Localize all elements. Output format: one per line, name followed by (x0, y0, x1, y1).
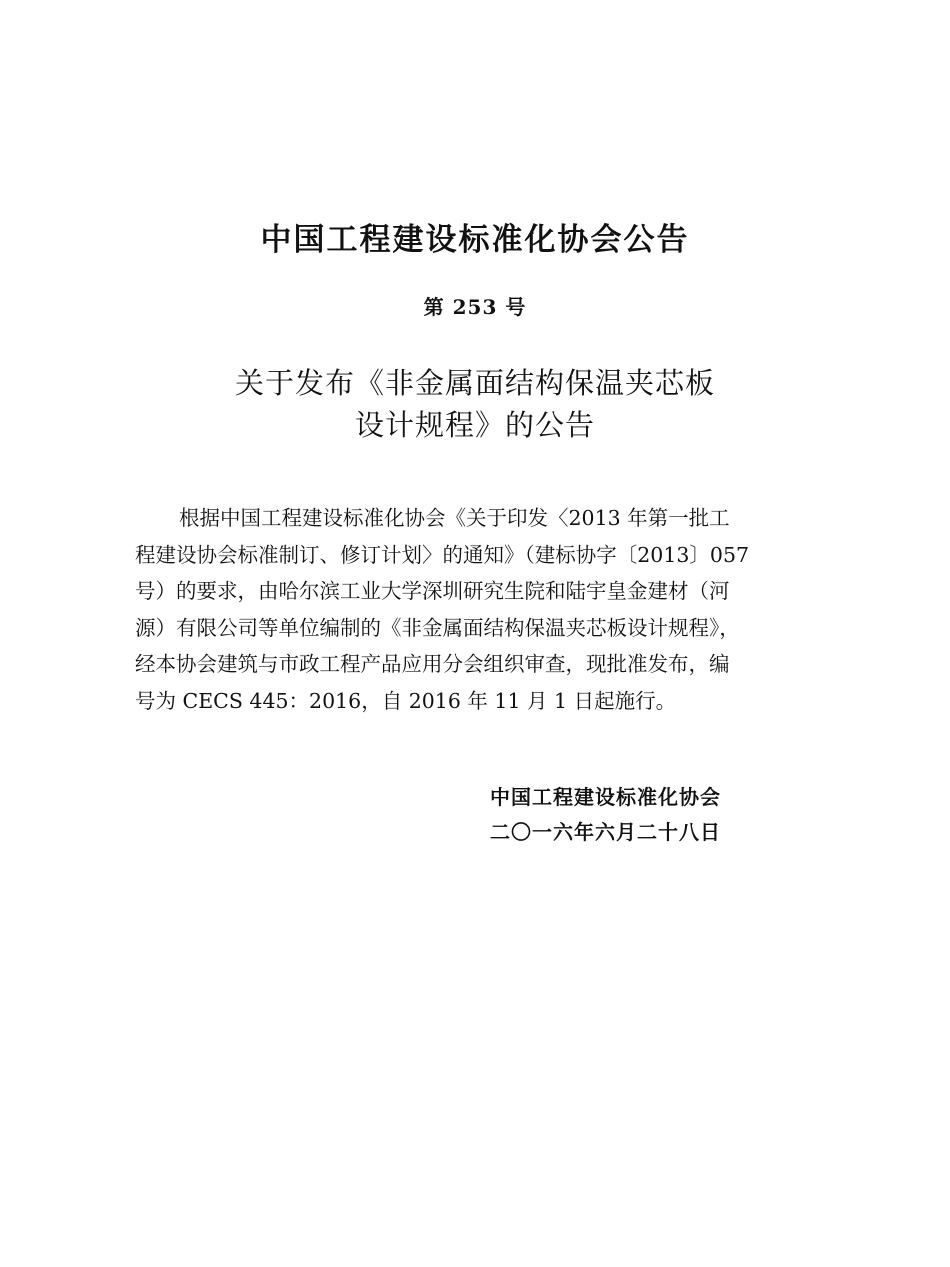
body-line: 根据中国工程建设标准化协会《关于印发〈2013 年第一批工 (179, 506, 730, 530)
body-line: 源）有限公司等单位编制的《非金属面结构保温夹芯板设计规程》， (135, 615, 740, 640)
announcement-title (0, 362, 950, 446)
body-line: 号）的要求，由哈尔滨工业大学深圳研究生院和陆宇皇金建材（河 (135, 579, 730, 603)
announcement-body (135, 500, 797, 719)
announcement-title-line-1: 关于发布《非金属面结构保温夹芯板 (234, 366, 715, 400)
signature-date: 二〇一六年六月二十八日 (490, 820, 721, 844)
announcement-number: 第 253 号 (423, 295, 527, 319)
body-line: 经本协会建筑与市政工程产品应用分会组织审查，现批准发布，编 (135, 652, 730, 676)
announcement-title-line-2: 设计规程》的公告 (354, 408, 595, 442)
signature-organization: 中国工程建设标准化协会 (490, 785, 721, 809)
organization-title: 中国工程建设标准化协会公告 (260, 222, 690, 258)
body-line: 号为 CECS 445：2016，自 2016 年 11 月 1 日起施行。 (135, 688, 677, 713)
body-line: 程建设协会标准制订、修订计划〉的通知》（建标协字〔2013〕057 (135, 542, 750, 567)
signature-block (490, 780, 810, 850)
